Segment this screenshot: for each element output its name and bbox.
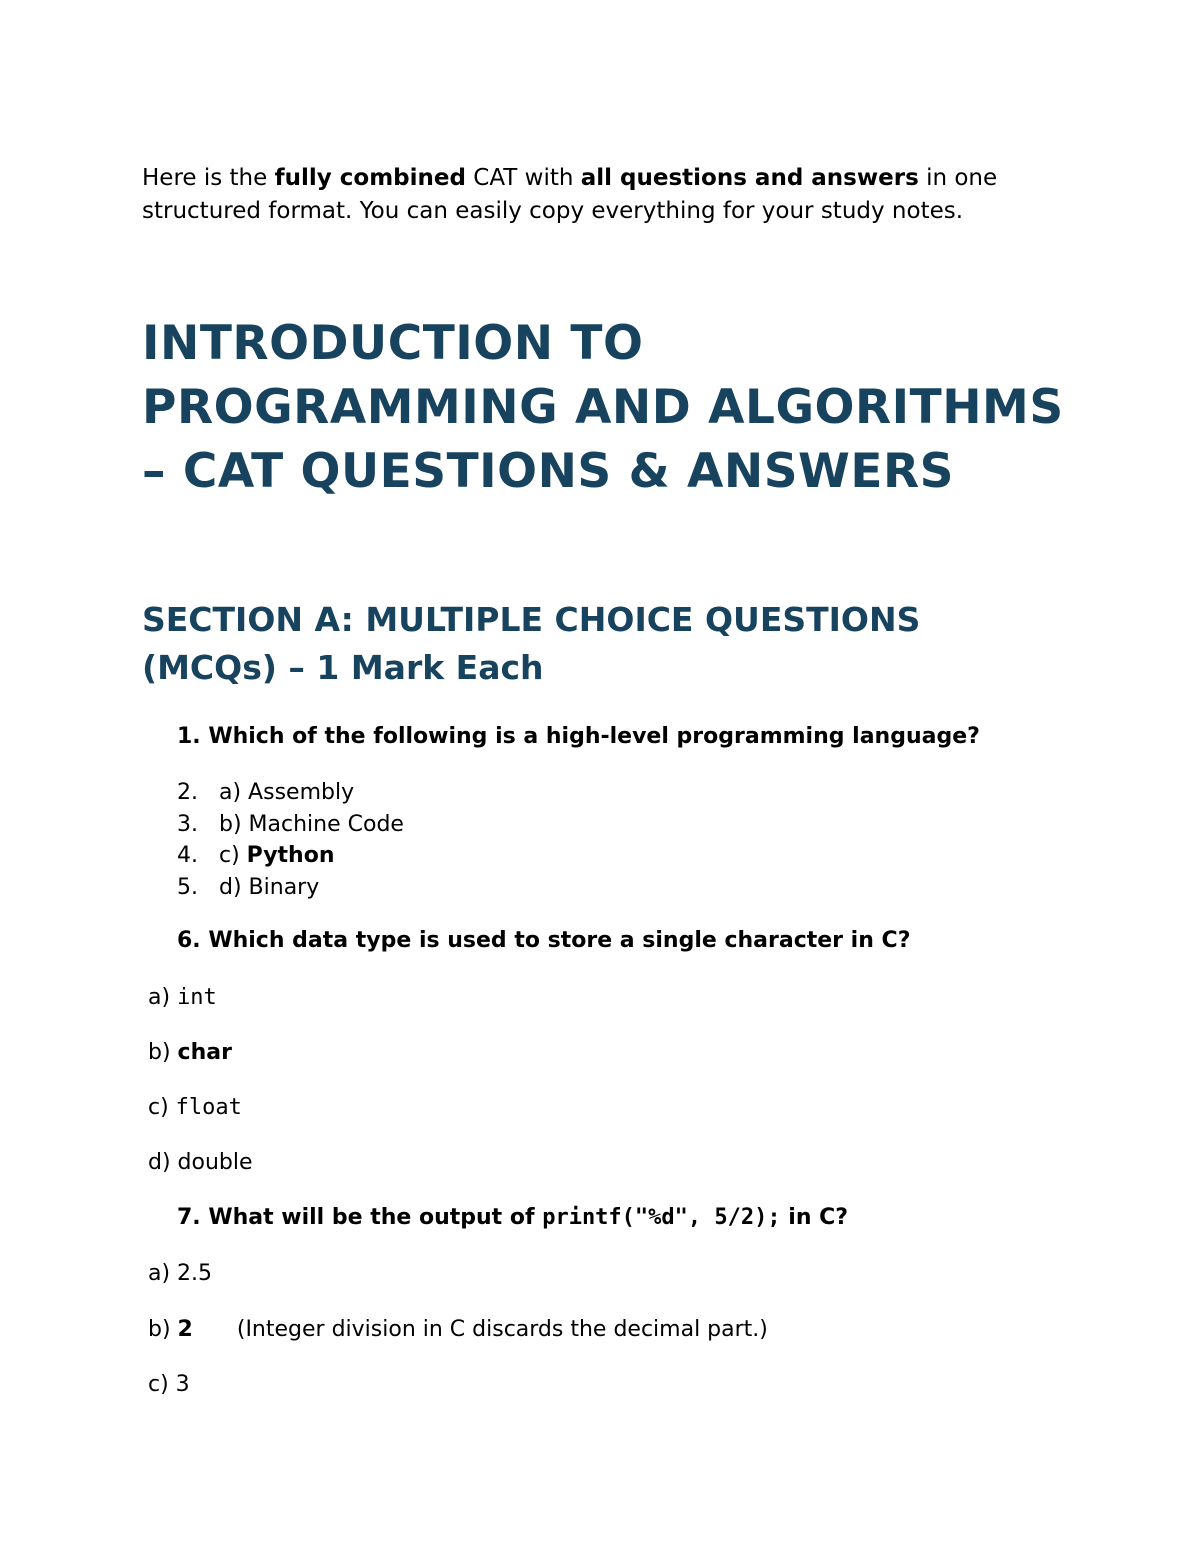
correct-answer: Python [246, 843, 335, 868]
list-item [177, 777, 404, 809]
question-suffix: in C? [780, 1205, 849, 1230]
option-label: b) Machine Code [219, 811, 404, 837]
section-a-heading [142, 596, 1142, 692]
intro-text-1: Here is the [142, 165, 275, 191]
document-title [142, 312, 1142, 504]
option-prefix: b) [148, 1317, 178, 1342]
option-a [148, 983, 217, 1013]
question-7 [177, 1203, 848, 1233]
option-label: d) Binary [219, 874, 320, 900]
option-label: double [177, 1150, 253, 1175]
option-prefix: b) [148, 1040, 178, 1065]
option-prefix: c) [148, 1095, 176, 1120]
option-d [148, 1148, 253, 1178]
list-item [177, 809, 404, 841]
option-b [148, 1038, 232, 1068]
correct-answer: 2 [177, 1317, 193, 1342]
section-a-line-1: SECTION A: MULTIPLE CHOICE QUESTIONS [142, 600, 921, 639]
intro-text-3: in one structured format. You can easily copy everything for your study notes. [142, 165, 998, 224]
option-prefix: a) [148, 985, 178, 1010]
list-item [177, 872, 404, 904]
code-snippet: printf("%d", 5/2); [542, 1205, 781, 1230]
question-prefix: 7. What will be the output of [177, 1205, 543, 1230]
intro-bold-2: all questions and answers [580, 165, 919, 191]
section-a-line-2: (MCQs) – 1 Mark Each [142, 648, 544, 687]
title-line-2: PROGRAMMING AND ALGORITHMS [142, 380, 1064, 435]
intro-bold-1: fully combined [274, 165, 466, 191]
title-line-1: INTRODUCTION TO [142, 316, 644, 371]
intro-paragraph [142, 162, 1062, 228]
option-a: a) 2.5 [148, 1261, 213, 1286]
code-text: int [177, 985, 217, 1010]
question-1-options [177, 777, 404, 903]
option-label: a) Assembly [219, 780, 355, 805]
list-number: 3. [177, 811, 198, 837]
option-prefix: d) [148, 1150, 178, 1175]
list-number: 5. [177, 874, 198, 900]
option-prefix: c) [219, 843, 247, 868]
option-c [148, 1093, 242, 1123]
option-c: c) 3 [148, 1372, 190, 1397]
list-number: 4. [177, 843, 198, 868]
intro-text-2: CAT with [465, 165, 581, 191]
code-text: float [175, 1095, 242, 1120]
question-1: 1. Which of the following is a high-level programming language? [177, 724, 980, 749]
title-line-3: – CAT QUESTIONS & ANSWERS [142, 444, 955, 499]
correct-answer: char [177, 1040, 232, 1065]
list-number: 2. [177, 780, 198, 805]
answer-note: (Integer division in C discards the decimal part.) [236, 1317, 768, 1342]
question-6: 6. Which data type is used to store a single character in C? [177, 928, 911, 953]
list-item [177, 840, 404, 872]
option-b [148, 1315, 768, 1345]
